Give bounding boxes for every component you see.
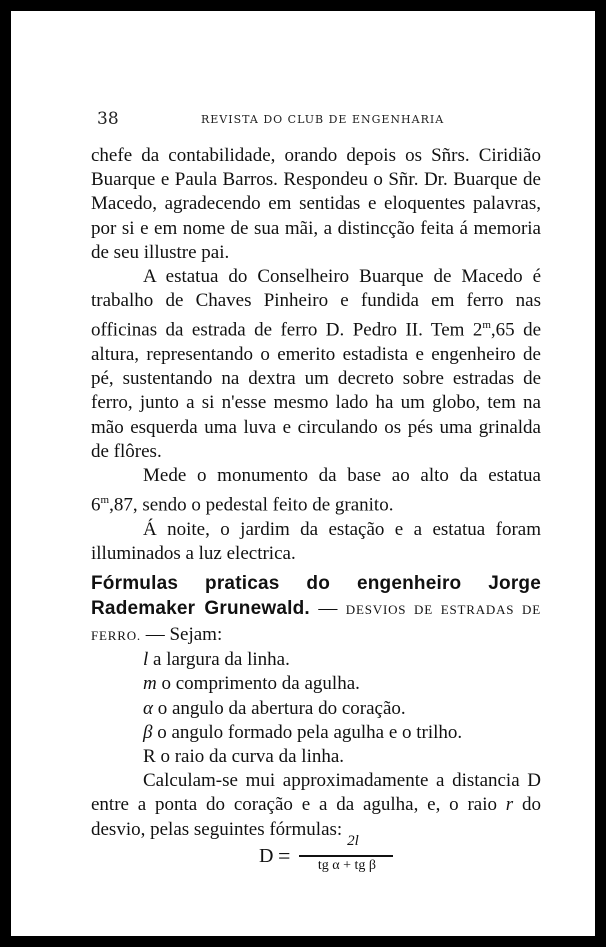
paragraph-2 (91, 265, 541, 464)
variable-line-beta (143, 721, 541, 745)
section-subtitle: DESVIOS DE ESTRADAS DE FERRO. (91, 602, 541, 644)
variable-description: o raio da curva da linha. (155, 745, 345, 767)
variable-description: o angulo formado pela agulha e o trilho. (152, 721, 463, 743)
paragraph-3-superscript: m (100, 494, 110, 507)
running-head: REVISTA DO CLUB DE ENGENHARIA (201, 113, 445, 126)
variable-symbol: α (143, 697, 153, 719)
variable-symbol: l (143, 649, 149, 671)
page-number: 38 (97, 109, 119, 129)
variable-symbol: R (143, 745, 156, 767)
closing-text-b: do desvio, pelas seguintes fórmulas: (91, 794, 542, 840)
variable-line-m (143, 672, 541, 696)
section-title: Fórmulas praticas do engenheiro Jorge Rademaker Grunewald. (91, 573, 541, 620)
page-header (97, 107, 537, 129)
fraction-bar (299, 855, 393, 857)
paragraph-4: Á noite, o jardim da estação e a estatua foram illuminados a luz electrica. (91, 518, 541, 564)
variable-line-alpha (143, 697, 541, 721)
variable-description: a largura da linha. (148, 649, 290, 671)
paragraph-3-text-a: Mede o monumento da base ao alto da estatua 6 (91, 464, 541, 516)
formula (259, 833, 399, 883)
section-lead: — Sejam: (140, 624, 223, 646)
variable-description: o angulo da abertura do coração. (152, 697, 406, 719)
formula-denominator: tg α + tg β (317, 858, 377, 873)
body-text (91, 144, 541, 842)
closing-r-symbol: r (505, 794, 514, 816)
closing-text-a: Calculam-se mui approximadamente a distancia D entre a ponta do coração e a da agulha, e, o raio (91, 770, 541, 816)
section-heading (91, 571, 541, 648)
paragraph-2-text-a: A estatua do Conselheiro Buarque de Macedo é trabalho de Chaves Pinheiro e fundida em ferro nas officinas da estrada de ferro D. Pedro II. Tem 2 (91, 266, 541, 341)
formula-lhs: D (259, 845, 274, 867)
variable-symbol: m (143, 673, 157, 695)
paragraph-2-text-b: ,65 de altura, representando o emerito estadista e engenheiro de pé, sustentando na dextra um decreto sobre estradas de ferro, junto a si n'esse mesmo lado ha um globo, tem na mão esquerda uma luva e circulando os pés uma grinalda de flôres. (91, 319, 542, 462)
variable-line-r (143, 745, 541, 769)
paragraph-1: chefe da contabilidade, orando depois os Sñrs. Ciridião Buarque e Paula Barros. Respondeu o Sñr. Dr. Buarque de Macedo, agradecendo em sentidas e eloquentes palavras, por si e em nome de sua mãi, a distincção feita á memoria de seu illustre pai. (91, 145, 541, 263)
book-page (11, 11, 595, 936)
variable-line-l (143, 648, 541, 672)
variable-description: o comprimento da agulha. (156, 673, 360, 695)
paragraph-2-superscript: m (482, 319, 491, 332)
variable-symbol: β (143, 721, 153, 743)
paragraph-3 (91, 464, 541, 518)
formula-numerator: 2l (347, 833, 359, 849)
formula-equals: = (278, 843, 291, 868)
section-dash: — (309, 598, 346, 620)
paragraph-3-text-b: ,87, sendo o pedestal feito de granito. (109, 494, 394, 516)
closing-paragraph (91, 769, 541, 842)
